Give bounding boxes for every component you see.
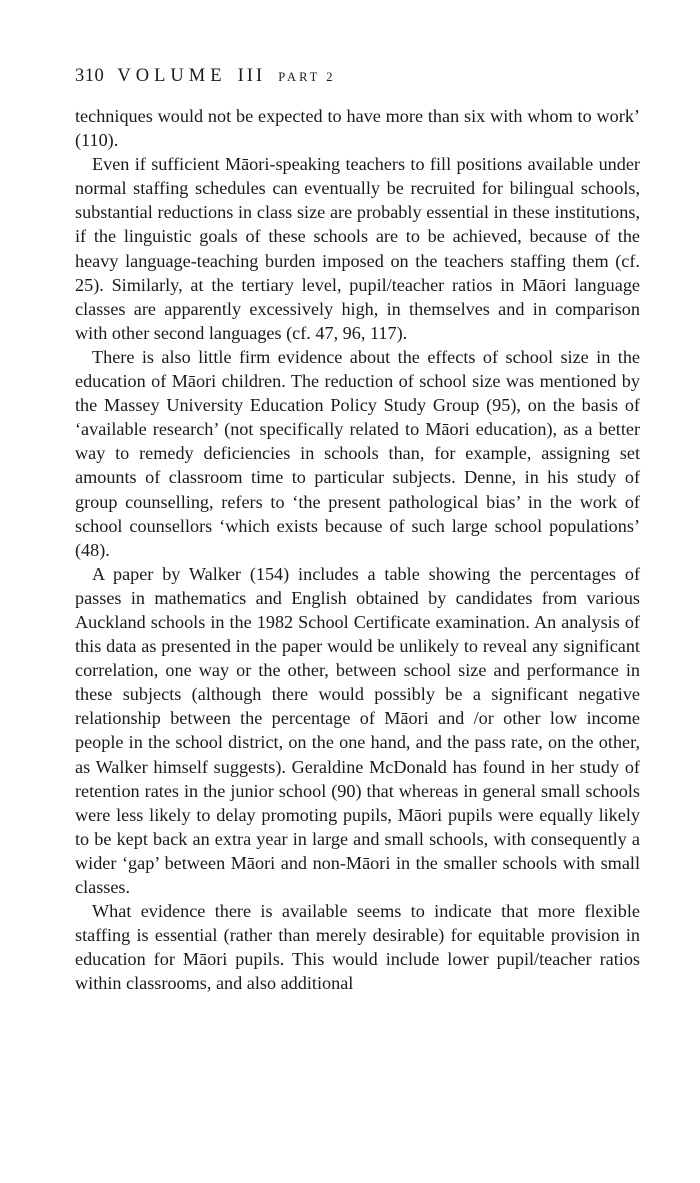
- paragraph-walker-paper: A paper by Walker (154) includes a table showing the percentages of passes in mathematics and English obtained by candidates from various Auckland schools in the 1982 School Certificate examination. An analysis of this data as presented in the paper would be unlikely to reveal any significant correlation, one way or the other, between school size and performance in these subjects (although there would possibly be a significant negative relationship between the percentage of Māori and /or other low income people in the school district, on the one hand, and the pass rate, on the other, as Walker himself suggests). Geraldine McDonald has found in her study of retention rates in the junior school (90) that whereas in general small schools were less likely to delay promoting pupils, Māori pupils were equally likely to be kept back an extra year in large and small schools, with consequently a wider ‘gap’ between Māori and non-Māori in the smaller schools with small classes.: [75, 563, 640, 897]
- running-head: [75, 64, 640, 89]
- paragraph-bilingual-schools: Even if sufficient Māori-speaking teachers to fill positions available under normal staffing schedules can eventually be recruited for bilingual schools, substantial reductions in class size are probably essential in these institutions, if the linguistic goals of these schools are to be achieved, because of the heavy language-teaching burden imposed on the teachers staffing them (cf. 25). Similarly, at the tertiary level, pupil/teacher ratios in Māori language classes are apparently excessively high, in themselves and in comparison with other second languages (cf. 47, 96, 117).: [75, 154, 640, 343]
- paragraph-flexible-staffing: What evidence there is available seems to indicate that more flexible staffing is essential (rather than merely desirable) for equitable provision in education for Māori pupils. This would include lower pupil/teacher ratios within classrooms, and also additional: [75, 901, 640, 994]
- part-label: PART 2: [278, 70, 336, 84]
- paragraph-continuation: techniques would not be expected to have more than six with whom to work’ (110).: [75, 106, 640, 151]
- book-page: [75, 64, 640, 995]
- volume-label: VOLUME: [117, 66, 227, 86]
- body-text: [75, 104, 640, 995]
- page-number: 310: [75, 66, 105, 86]
- volume-number: III: [237, 66, 266, 86]
- paragraph-school-size: There is also little firm evidence about the effects of school size in the education of Māori children. The reduction of school size was mentioned by the Massey University Education Policy Study Group (95), on the basis of ‘available research’ (not specifically related to Māori education), as a better way to remedy deficiencies in schools than, for example, assigning set amounts of classroom time to particular subjects. Denne, in his study of group counselling, refers to ‘the present pathological bias’ in the work of school counsellors ‘which exists because of such large school populations’ (48).: [75, 346, 640, 560]
